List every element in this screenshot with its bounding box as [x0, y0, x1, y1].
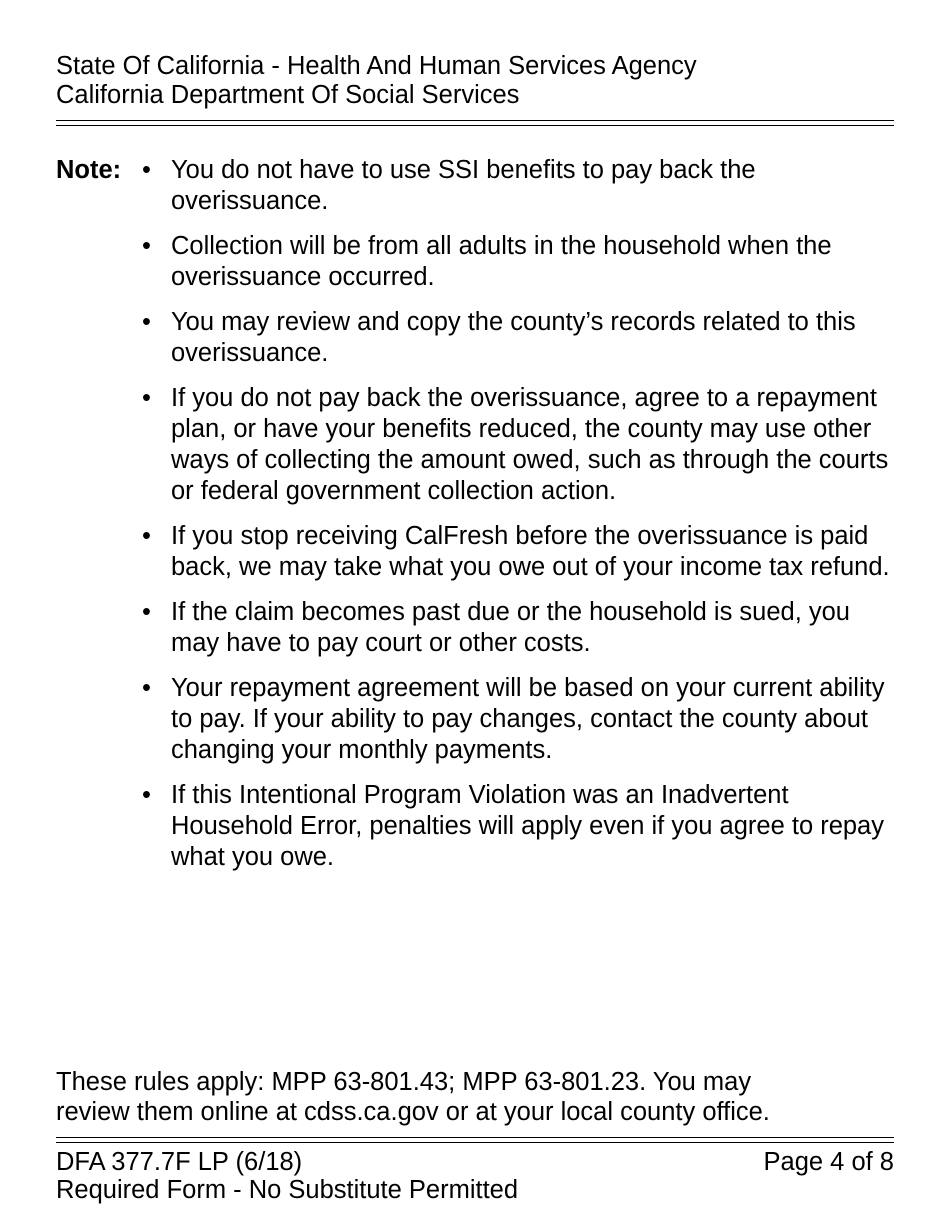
rules-line-1: These rules apply: MPP 63-801.43; MPP 63-801.23. You may	[56, 1068, 752, 1096]
rules-reference	[56, 1067, 896, 1127]
form-id: DFA 377.7F LP (6/18)	[56, 1148, 303, 1176]
note-item	[142, 673, 896, 766]
footer-divider	[56, 1137, 894, 1143]
note-item	[142, 780, 896, 873]
note-item	[142, 155, 896, 217]
note-item-text: If this Intentional Program Violation was an Inadvertent Household Error, penalties will apply even if you agree to repay what you owe.	[171, 781, 884, 871]
bullet-icon: •	[142, 598, 151, 626]
note-item-text: Your repayment agreement will be based on your current ability to pay. If your ability to pay changes, contact the county about changing your monthly payments.	[171, 674, 885, 764]
department-name: California Department Of Social Services	[56, 81, 520, 109]
agency-name: State Of California - Health And Human Services Agency	[56, 52, 697, 80]
header-divider	[56, 120, 894, 126]
bullet-icon: •	[142, 308, 151, 336]
note-item-text: You do not have to use SSI benefits to pay back the overissuance.	[171, 156, 756, 215]
note-label: Note:	[56, 156, 122, 184]
page-number: Page 4 of 8	[763, 1148, 894, 1176]
note-item	[142, 521, 896, 583]
required-form-notice: Required Form - No Substitute Permitted	[56, 1176, 519, 1204]
note-item	[142, 231, 896, 293]
page-header	[56, 52, 697, 110]
bullet-icon: •	[142, 522, 151, 550]
note-item	[142, 307, 896, 369]
bullet-icon: •	[142, 232, 151, 260]
bullet-icon: •	[142, 156, 151, 184]
bullet-icon: •	[142, 674, 151, 702]
bullet-icon: •	[142, 781, 151, 809]
note-item	[142, 597, 896, 659]
note-item-text: You may review and copy the county’s records related to this overissuance.	[171, 308, 856, 367]
note-list	[142, 155, 896, 887]
rules-line-2: review them online at cdss.ca.gov or at your local county office.	[56, 1098, 770, 1126]
bullet-icon: •	[142, 384, 151, 412]
note-item-text: If the claim becomes past due or the household is sued, you may have to pay court or other costs.	[171, 598, 850, 657]
note-item-text: If you do not pay back the overissuance, agree to a repayment plan, or have your benefits reduced, the county may use other ways of collecting the amount owed, such as through the courts or federal government collection action.	[171, 384, 889, 505]
note-item-text: Collection will be from all adults in the household when the overissuance occurred.	[171, 232, 832, 291]
note-item	[142, 383, 896, 507]
note-item-text: If you stop receiving CalFresh before the overissuance is paid back, we may take what you owe out of your income tax refund.	[171, 522, 890, 581]
footer-form-info	[56, 1148, 518, 1204]
